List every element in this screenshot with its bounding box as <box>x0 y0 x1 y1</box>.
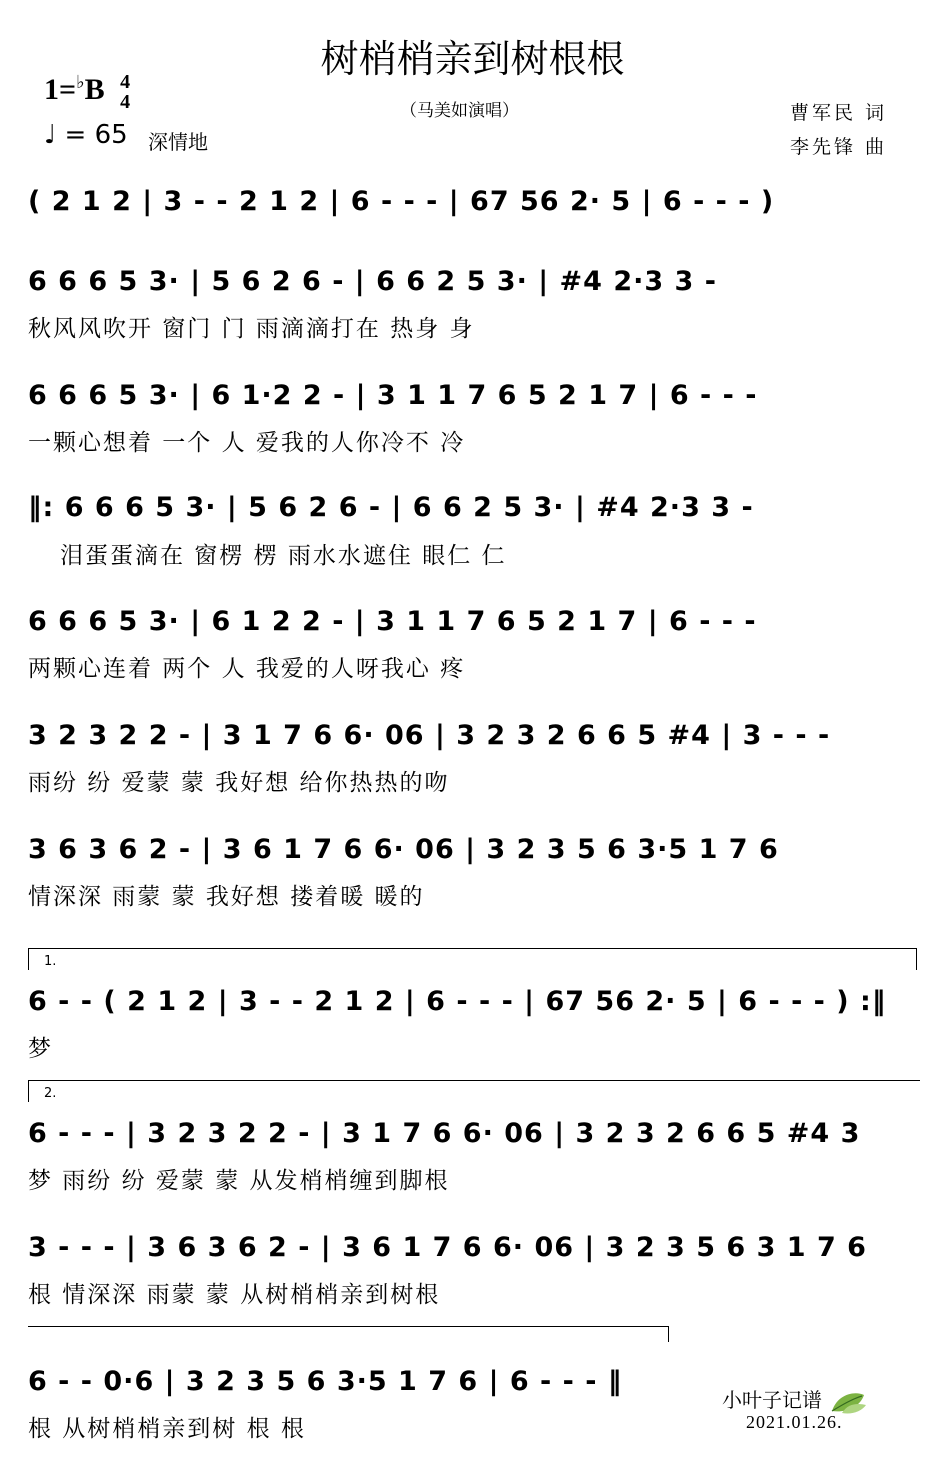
key-prefix: 1= <box>44 73 77 106</box>
volta-2-label: 2. <box>44 1086 57 1101</box>
lyricist-credit: 曹军民 词 <box>790 102 888 124</box>
lyric-row-2: 秋风风吹开 窗门 门 雨滴滴打在 热身 身 <box>28 316 475 342</box>
transcription-date: 2021.01.26. <box>746 1412 843 1432</box>
lyric-row-7: 情深深 雨蒙 蒙 我好想 搂着暖 暖的 <box>28 884 425 910</box>
volta-2-bracket-start <box>28 1080 29 1102</box>
time-bottom: 4 <box>120 91 131 114</box>
singer-credit: （马美如演唱） <box>400 101 519 121</box>
transcriber-signature <box>722 1384 868 1415</box>
quarter-note-icon: ♩ <box>44 120 57 150</box>
lyric-row-6: 雨纷 纷 爱蒙 蒙 我好想 给你热热的吻 <box>28 770 450 796</box>
volta-1-bracket-end <box>916 948 917 970</box>
tempo-value: = 65 <box>64 120 128 150</box>
notation-row-6: 3 2 3 2 2 - | 3 1 7 6 6· 06 | 3 2 3 2 6 6 5 #4 | 3 - - - <box>28 720 831 751</box>
time-top: 4 <box>120 71 131 94</box>
signature-text: 小叶子记谱 <box>722 1388 822 1412</box>
notation-row-11: 6 - - 0·6 | 3 2 3 5 6 3·5 1 7 6 | 6 - - - ‖ <box>28 1366 623 1397</box>
lyric-row-10: 根 情深深 雨蒙 蒙 从树梢梢亲到树根 <box>28 1282 441 1308</box>
volta-1-label: 1. <box>44 954 57 969</box>
song-title: 树梢梢亲到树根根 <box>320 37 625 81</box>
lyric-row-3: 一颗心想着 一个 人 爱我的人你冷不 冷 <box>28 430 466 456</box>
notation-row-8: 6 - - ( 2 1 2 | 3 - - 2 1 2 | 6 - - - | 67 56 2· 5 | 6 - - - ) :‖ <box>28 986 887 1017</box>
notation-row-10: 3 - - - | 3 6 3 6 2 - | 3 6 1 7 6 6· 06 | 3 2 3 5 6 3 1 7 6 <box>28 1232 867 1263</box>
lyric-row-9: 梦 雨纷 纷 爱蒙 蒙 从发梢梢缠到脚根 <box>28 1168 450 1194</box>
composer-credit: 李先锋 曲 <box>790 136 888 158</box>
lyric-row-5: 两颗心连着 两个 人 我爱的人呀我心 疼 <box>28 656 466 682</box>
notation-row-3: 6 6 6 5 3· | 6 1·2 2 - | 3 1 1 7 6 5 2 1 7 | 6 - - - <box>28 380 758 411</box>
volta-1-bracket-start <box>28 948 29 970</box>
final-system-line-end <box>668 1326 669 1342</box>
notation-row-7: 3 6 3 6 2 - | 3 6 1 7 6 6· 06 | 3 2 3 5 6 3·5 1 7 6 <box>28 834 779 865</box>
volta-2-bracket <box>28 1080 920 1081</box>
notation-row-1: ( 2 1 2 | 3 - - 2 1 2 | 6 - - - | 67 56 2· 5 | 6 - - - ) <box>28 186 775 217</box>
tempo-marking <box>44 120 128 150</box>
notation-row-5: 6 6 6 5 3· | 6 1 2 2 - | 3 1 1 7 6 5 2 1 7 | 6 - - - <box>28 606 757 637</box>
flat-symbol: ♭ <box>76 72 85 92</box>
key-letter: B <box>84 73 105 106</box>
lyric-row-8: 梦 <box>28 1036 53 1062</box>
expression-mark: 深情地 <box>148 130 208 154</box>
lyric-row-4: 泪蛋蛋滴在 窗楞 楞 雨水水遮住 眼仁 仁 <box>60 543 507 569</box>
leaf-icon <box>828 1389 868 1415</box>
notation-row-4: ‖: 6 6 6 5 3· | 5 6 2 6 - | 6 6 2 5 3· | #4 2·3 3 - <box>28 492 754 523</box>
key-signature <box>44 72 130 112</box>
volta-1-bracket <box>28 948 916 949</box>
lyric-row-11: 根 从树梢梢亲到树 根 根 <box>28 1416 306 1442</box>
notation-row-9: 6 - - - | 3 2 3 2 2 - | 3 1 7 6 6· 06 | 3 2 3 2 6 6 5 #4 3 <box>28 1118 861 1149</box>
notation-row-2: 6 6 6 5 3· | 5 6 2 6 - | 6 6 2 5 3· | #4 2·3 3 - <box>28 266 717 297</box>
final-system-line <box>28 1326 668 1327</box>
time-signature <box>120 72 130 112</box>
